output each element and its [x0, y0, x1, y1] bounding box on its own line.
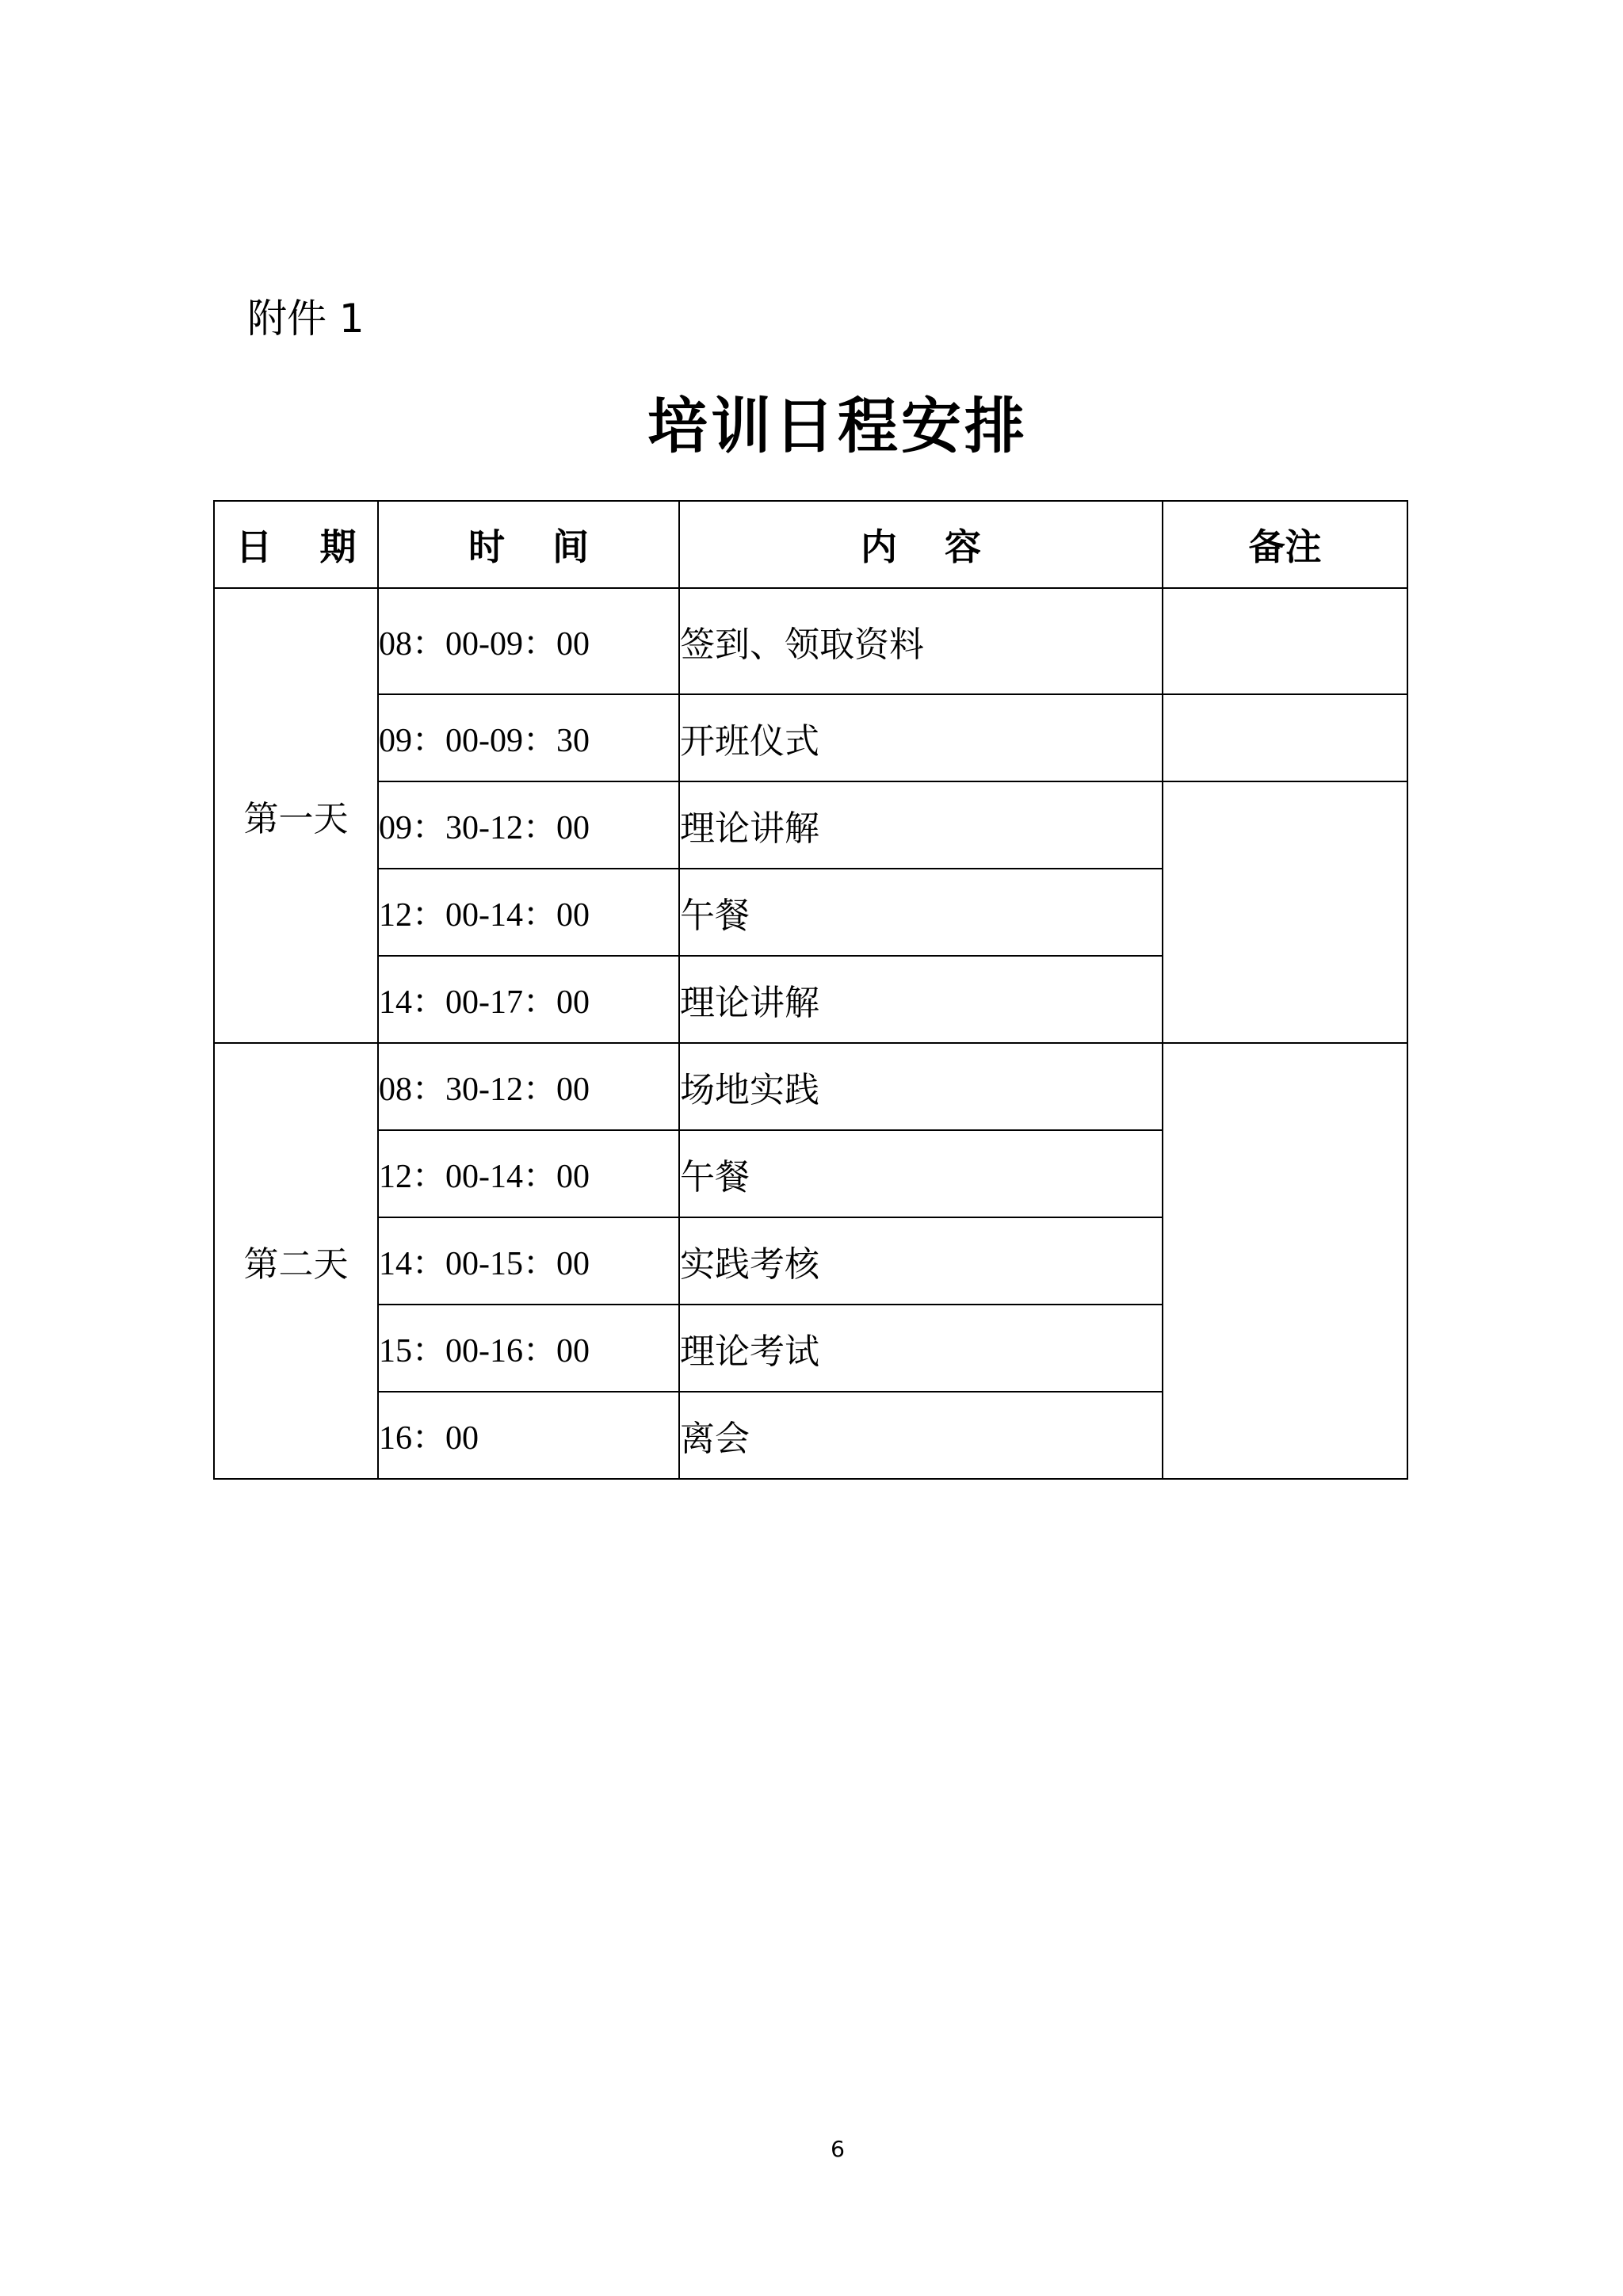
content-cell: 理论考试: [679, 1305, 1163, 1392]
day-label: 第二天: [214, 1043, 378, 1479]
table-header-row: [214, 501, 1407, 588]
time-cell: 09：30-12：00: [378, 781, 679, 869]
header-note: 备注: [1163, 501, 1407, 588]
schedule-table: [213, 500, 1408, 1480]
time-cell: 09：00-09：30: [378, 694, 679, 781]
content-cell: 午餐: [679, 869, 1163, 956]
note-cell: [1163, 694, 1407, 781]
content-cell: 午餐: [679, 1130, 1163, 1217]
table-row: [214, 1043, 1407, 1130]
document-title: 培训日程安排: [647, 391, 1028, 461]
header-time: 时 间: [378, 501, 679, 588]
note-cell: [1163, 1043, 1407, 1479]
table-row: [214, 694, 1407, 781]
time-cell: 14：00-15：00: [378, 1217, 679, 1305]
time-cell: 12：00-14：00: [378, 869, 679, 956]
table-row: [214, 781, 1407, 869]
content-cell: 离会: [679, 1392, 1163, 1479]
time-cell: 08：00-09：00: [378, 588, 679, 694]
note-cell: [1163, 588, 1407, 694]
table-row: [214, 588, 1407, 694]
header-date: 日 期: [214, 501, 378, 588]
content-cell: 实践考核: [679, 1217, 1163, 1305]
time-cell: 15：00-16：00: [378, 1305, 679, 1392]
content-cell: 理论讲解: [679, 781, 1163, 869]
time-cell: 08：30-12：00: [378, 1043, 679, 1130]
time-cell: 16：00: [378, 1392, 679, 1479]
content-cell: 签到、领取资料: [679, 588, 1163, 694]
time-cell: 12：00-14：00: [378, 1130, 679, 1217]
attachment-label: 附件 1: [247, 296, 365, 342]
note-cell: [1163, 781, 1407, 1043]
page-number: 6: [831, 2136, 845, 2162]
content-cell: 开班仪式: [679, 694, 1163, 781]
day-label: 第一天: [214, 588, 378, 1043]
time-cell: 14：00-17：00: [378, 956, 679, 1043]
content-cell: 场地实践: [679, 1043, 1163, 1130]
header-content: 内 容: [679, 501, 1163, 588]
content-cell: 理论讲解: [679, 956, 1163, 1043]
